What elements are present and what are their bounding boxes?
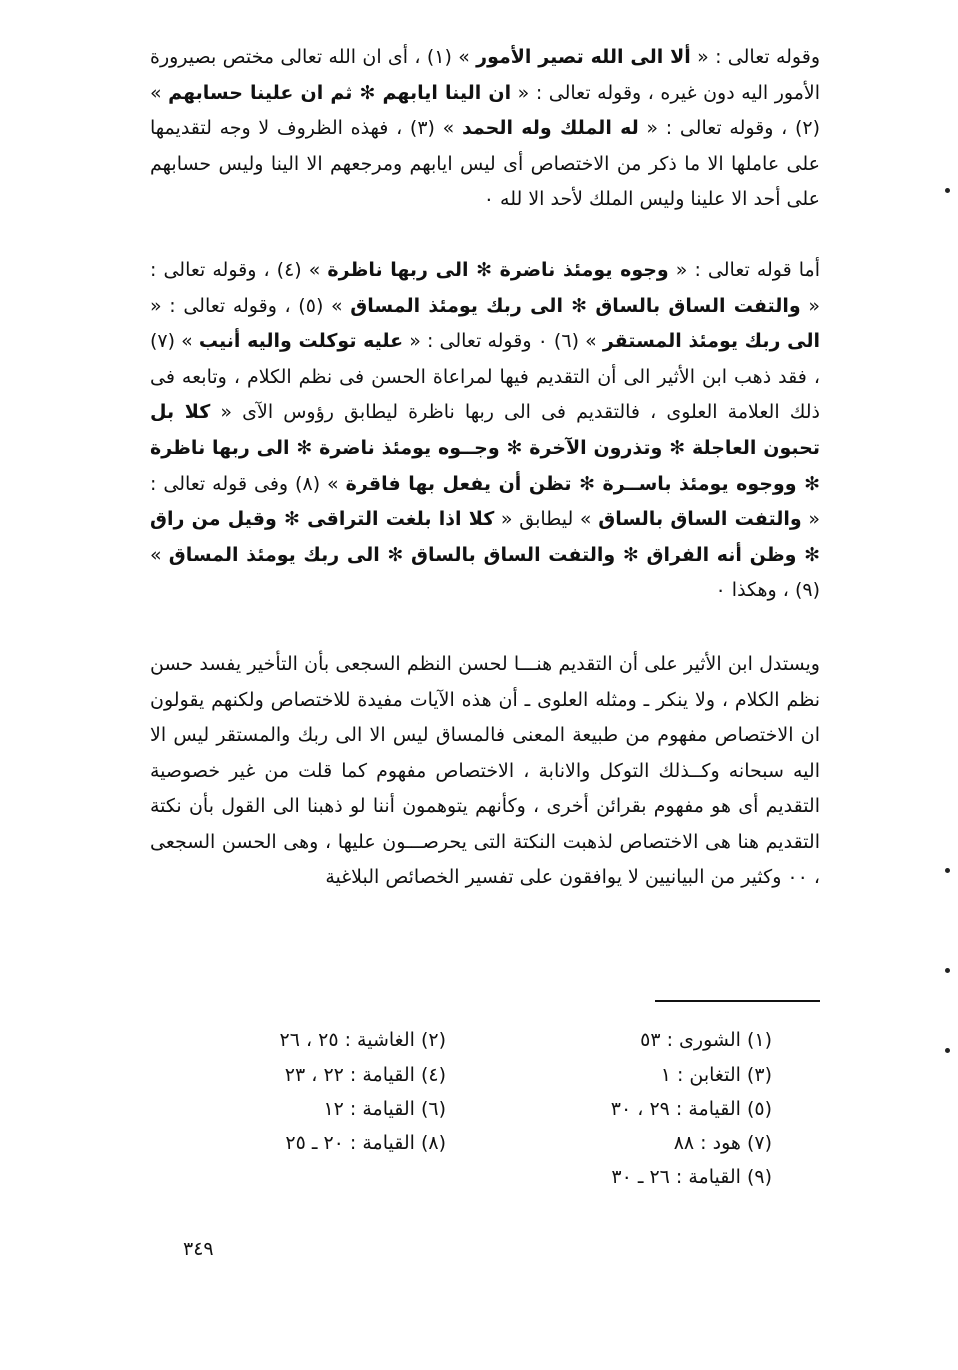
footnote-8: (٨) القيامة : ٢٠ ـ ٢٥: [285, 1132, 446, 1154]
quran-quote: الى ربك يومئذ المستقر: [602, 330, 820, 353]
quran-quote: ألا الى الله تصير الأمور: [476, 46, 691, 68]
scan-speck: [945, 868, 950, 873]
paragraph-2: [150, 253, 820, 609]
quran-quote: والتفت الساق بالساق: [598, 508, 802, 531]
body-text: وقوله تعالى : «: [690, 46, 821, 68]
paragraph-3: [150, 647, 820, 896]
page-number: ٣٤٩: [183, 1238, 214, 1260]
page-body: [150, 40, 820, 896]
body-text: » (٢) ، وقوله تعالى : «: [150, 81, 820, 140]
body-text: » ليطابق «: [494, 508, 599, 531]
footnote-1: (١) الشورى : ٥٣: [640, 1029, 772, 1051]
quran-quote: ان الينا ايابهم ✻ ثم ان علينا حسابهم: [168, 81, 512, 104]
quran-quote: له الملك وله الحمد: [461, 117, 639, 140]
footnote-2: (٢) الغاشية : ٢٥ ، ٢٦: [279, 1029, 446, 1051]
scan-speck: [945, 968, 950, 973]
footnote-9: (٩) القيامة : ٢٦ ـ ٣٠: [611, 1166, 772, 1188]
scan-speck: [945, 1048, 950, 1053]
quran-quote: عليه توكلت واليه أنيب: [198, 330, 404, 353]
body-text: » (٩) ، وهكذا ٠: [150, 543, 820, 602]
quran-quote: والتفت الساق بالساق ✻ الى ربك يومئذ المساق: [350, 294, 801, 317]
body-text: ويستدل ابن الأثير على أن التقديم هنـــا لحسن النظم السجعى بأن التأخير يفسد حسن نظم الكلام ، ولا ينكر ـ ومثله العلوى ـ أن هذه الآيات مفيدة للاختصاص ولكنهم يقولون ان الاختصاص مفهوم من طبيعة المعنى فالمساق ليس الا الى ربك والمستقر ليس الا اليه سبحانه وكــذلك التوكل والانابة ، الاختصاص مفهوم كما قلت من غير خصوصية التقديم أى هو مفهوم بقرائن أخرى ، وكأنهم يتوهمون أننا لو ذهبنا الى القول بأن نكتة التقديم هنا هى الاختصاص لذهبت النكتة التى يحرصـــون عليها ، وهى الحسن السجعى ، ٠٠ وكثير من البيانيين لا يوافقون على تفسير الخصائص البلاغية: [150, 652, 820, 889]
body-text: » (٦) ٠ وقوله تعالى : «: [403, 330, 603, 353]
footnote-divider: [655, 1000, 820, 1002]
body-text: » (٥) ، وقوله تعالى : «: [150, 294, 351, 317]
footnote-7: (٧) هود : ٨٨: [673, 1132, 772, 1154]
body-text: » (٨) وفى قوله تعالى : «: [150, 472, 820, 531]
body-text: » (٣) ، فهذه الظروف لا وجه لتقديمها على عاملها الا ما ذكر من الاختصاص أى ليس ايابهم ومرجعهم الا الينا وليس حسابهم على أحد الا علينا وليس الملك لأحد الا لله ٠: [150, 117, 820, 211]
footnote-5: (٥) القيامة : ٢٩ ، ٣٠: [610, 1098, 772, 1120]
body-text: » (٧) ، فقد ذهب ابن الأثير الى أن التقديم فيها لمراعاة الحسن فى نظم الكلام ، وتابعه فى ذلك العلامة العلوى ، فالتقديم فى الى ربها ناظرة ليطابق رؤوس الآى «: [150, 330, 820, 424]
body-text: » (١) ، أى ان الله تعالى مختص بصيرورة الأمور اليه دون غيره ، وقوله تعالى : «: [150, 46, 820, 104]
quran-quote: وجوه يومئذ ناضرة ✻ الى ربها ناظرة: [327, 258, 669, 281]
footnote-6: (٦) القيامة : ١٢: [323, 1098, 446, 1120]
footnote-3: (٣) التغابن : ١: [660, 1064, 772, 1086]
body-text: » (٤) ، وقوله تعالى : «: [150, 258, 821, 317]
quran-quote: كلا بل تحبون العاجلة ✻ وتذرون الآخرة ✻ وجــوه يومئذ ناضرة ✻ الى ربها ناظرة ✻ ووجوه يومئذ باســرة ✻ تظن أن يفعل بها فاقرة: [150, 401, 821, 495]
paragraph-1: [150, 40, 820, 218]
scan-speck: [945, 188, 950, 193]
quran-quote: كلا اذا بلغت التراقى ✻ وقيل من راق ✻ وظن أنه الفراق ✻ والتفت الساق بالساق ✻ الى ربك يومئذ المساق: [150, 508, 820, 566]
body-text: أما قوله تعالى : «: [668, 258, 821, 281]
footnote-4: (٤) القيامة : ٢٢ ، ٢٣: [284, 1064, 446, 1086]
